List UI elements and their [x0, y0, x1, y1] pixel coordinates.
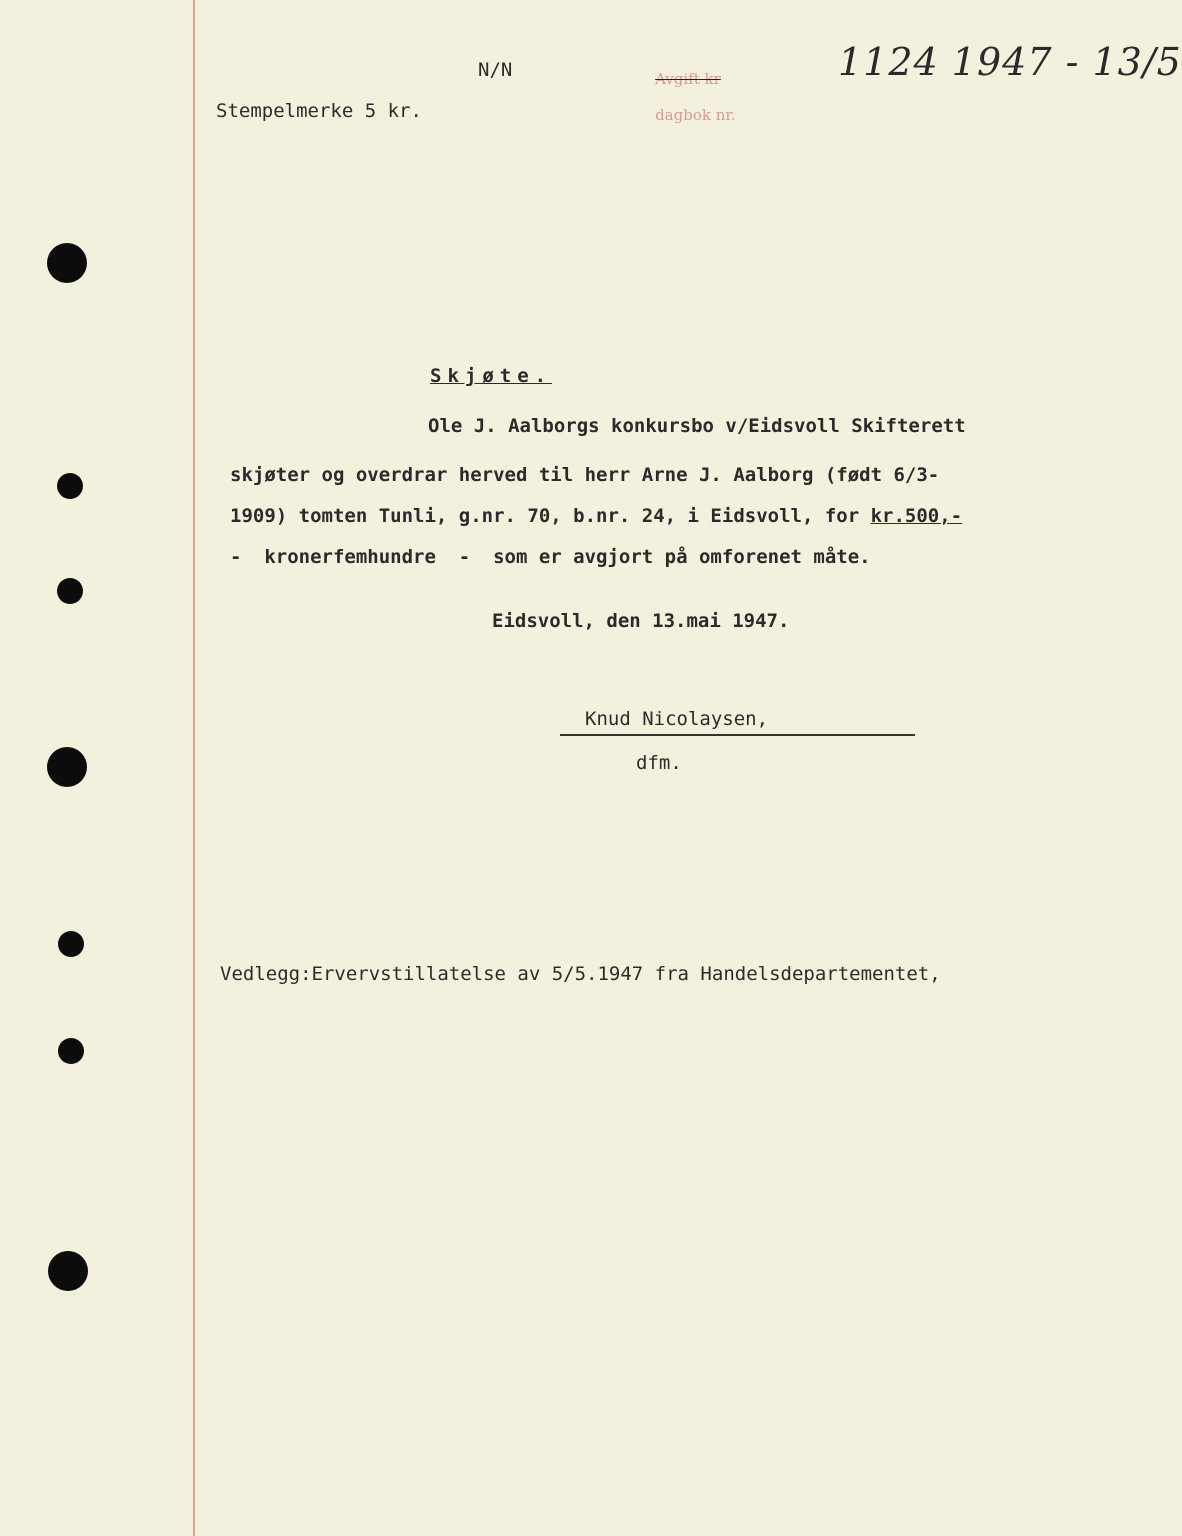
body-line-2: skjøter og overdrar herved til herr Arne J. Aalborg (født 6/3-: [230, 464, 940, 486]
handwritten-number: 1124 1947 - 13/5: [838, 40, 1182, 84]
signature-title: dfm.: [636, 752, 682, 774]
stamp-label: dagbok nr.: [655, 106, 736, 124]
punch-hole-2: [57, 473, 83, 499]
body-line-1: Ole J. Aalborgs konkursbo v/Eidsvoll Skifterett: [428, 415, 966, 437]
body-line-3-text: 1909) tomten Tunli, g.nr. 70, b.nr. 24, i Eidsvoll, for: [230, 505, 871, 527]
body-line-3: [230, 504, 962, 528]
place-date: Eidsvoll, den 13.mai 1947.: [492, 610, 790, 632]
margin-line: [193, 0, 195, 1536]
registry-stamp: [636, 52, 736, 142]
purchase-amount: kr.500,-: [870, 505, 963, 527]
punch-hole-7: [48, 1251, 88, 1291]
document-title: Skjøte.: [430, 365, 553, 387]
punch-hole-1: [47, 243, 87, 283]
stamp-duty: Stempelmerke 5 kr.: [216, 100, 422, 122]
header-code: N/N: [478, 59, 513, 81]
punch-hole-6: [58, 1038, 84, 1064]
signature-line: [560, 734, 915, 736]
punch-hole-3: [57, 578, 83, 604]
punch-hole-4: [47, 747, 87, 787]
punch-hole-5: [58, 931, 84, 957]
signature-name: Knud Nicolaysen,: [585, 708, 769, 730]
stamp-struck-text: Avgift kr: [655, 70, 721, 88]
body-line-4: - kronerfemhundre - som er avgjort på omforenet måte.: [230, 546, 871, 568]
attachment-note: Vedlegg:Ervervstillatelse av 5/5.1947 fra Handelsdepartementet,: [220, 963, 941, 985]
